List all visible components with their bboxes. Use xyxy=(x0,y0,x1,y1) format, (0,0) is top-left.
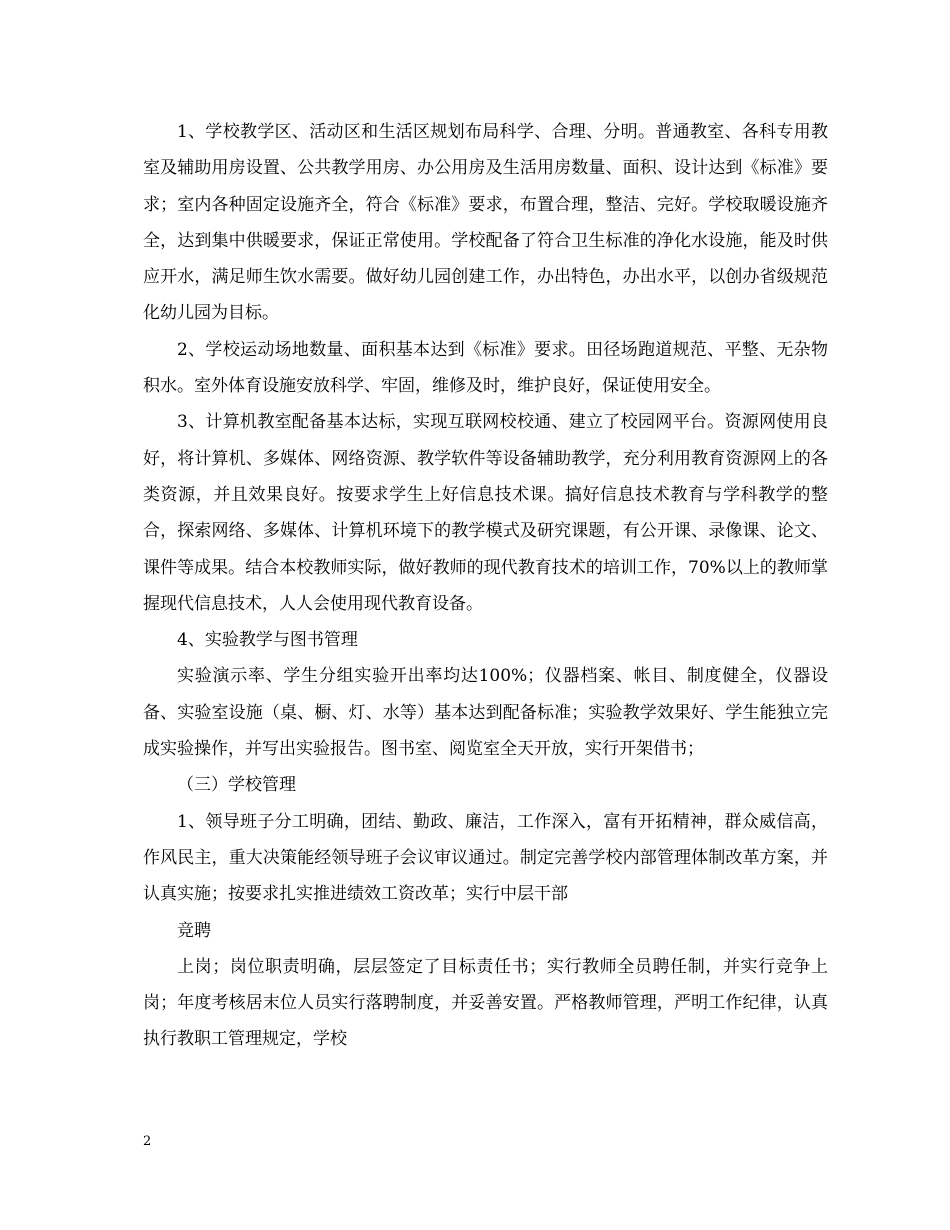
page-number: 2 xyxy=(143,1134,152,1149)
paragraph-facility-layout: 1、学校教学区、活动区和生活区规划布局科学、合理、分明。普通教室、各科专用教室及辅助用房设置、公共教学用房、办公用房及生活用房数量、面积、设计达到《标准》要求；室内各种固定设施齐全，符合《标准》要求，布置合理，整洁、完好。学校取暖设施齐全，达到集中供暖要求，保证正常使用。学校配备了符合卫生标准的净化水设施，能及时供应开水，满足师生饮水需要。做好幼儿园创建工作，办出特色，办出水平，以创办省级规范化幼儿园为目标。 xyxy=(143,122,828,324)
paragraph-lab-library-heading: 4、实验教学与图书管理 xyxy=(177,630,358,651)
section-heading-school-management: （三）学校管理 xyxy=(177,775,296,796)
paragraph-competition: 竞聘 xyxy=(177,920,211,941)
paragraph-lab-library: 实验演示率、学生分组实验开出率均达100%；仪器档案、帐目、制度健全，仪器设备、实验室设施（桌、橱、灯、水等）基本达到配备标准；实验教学效果好、学生能独立完成实验操作，并写出实验报告。图书室、阅览室全天开放，实行开架借书； xyxy=(143,666,828,760)
paragraph-sports-field: 2、学校运动场地数量、面积基本达到《标准》要求。田径场跑道规范、平整、无杂物积水。室外体育设施安放科学、牢固，维修及时，维护良好，保证使用安全。 xyxy=(143,339,828,397)
paragraph-computer-room: 3、计算机教室配备基本达标，实现互联网校校通、建立了校园网平台。资源网使用良好，将计算机、多媒体、网络资源、教学软件等设备辅助教学，充分利用教育资源网上的各类资源，并且效果良好。按要求学生上好信息技术课。搞好信息技术教育与学科教学的整合，探索网络、多媒体、计算机环境下的教学模式及研究课题，有公开课、录像课、论文、课件等成果。结合本校教师实际，做好教师的现代教育技术的培训工作，70%以上的教师掌握现代信息技术，人人会使用现代教育设备。 xyxy=(143,412,828,614)
document-body xyxy=(143,114,828,1058)
paragraph-appointment: 上岗；岗位职责明确，层层签定了目标责任书；实行教师全员聘任制，并实行竞争上岗；年度考核居末位人员实行落聘制度，并妥善安置。严格教师管理，严明工作纪律，认真执行教职工管理规定，学校 xyxy=(143,956,828,1050)
paragraph-leadership: 1、领导班子分工明确，团结、勤政、廉洁，工作深入，富有开拓精神，群众威信高，作风民主，重大决策能经领导班子会议审议通过。制定完善学校内部管理体制改革方案，并认真实施；按要求扎实推进绩效工资改革；实行中层干部 xyxy=(143,811,828,905)
